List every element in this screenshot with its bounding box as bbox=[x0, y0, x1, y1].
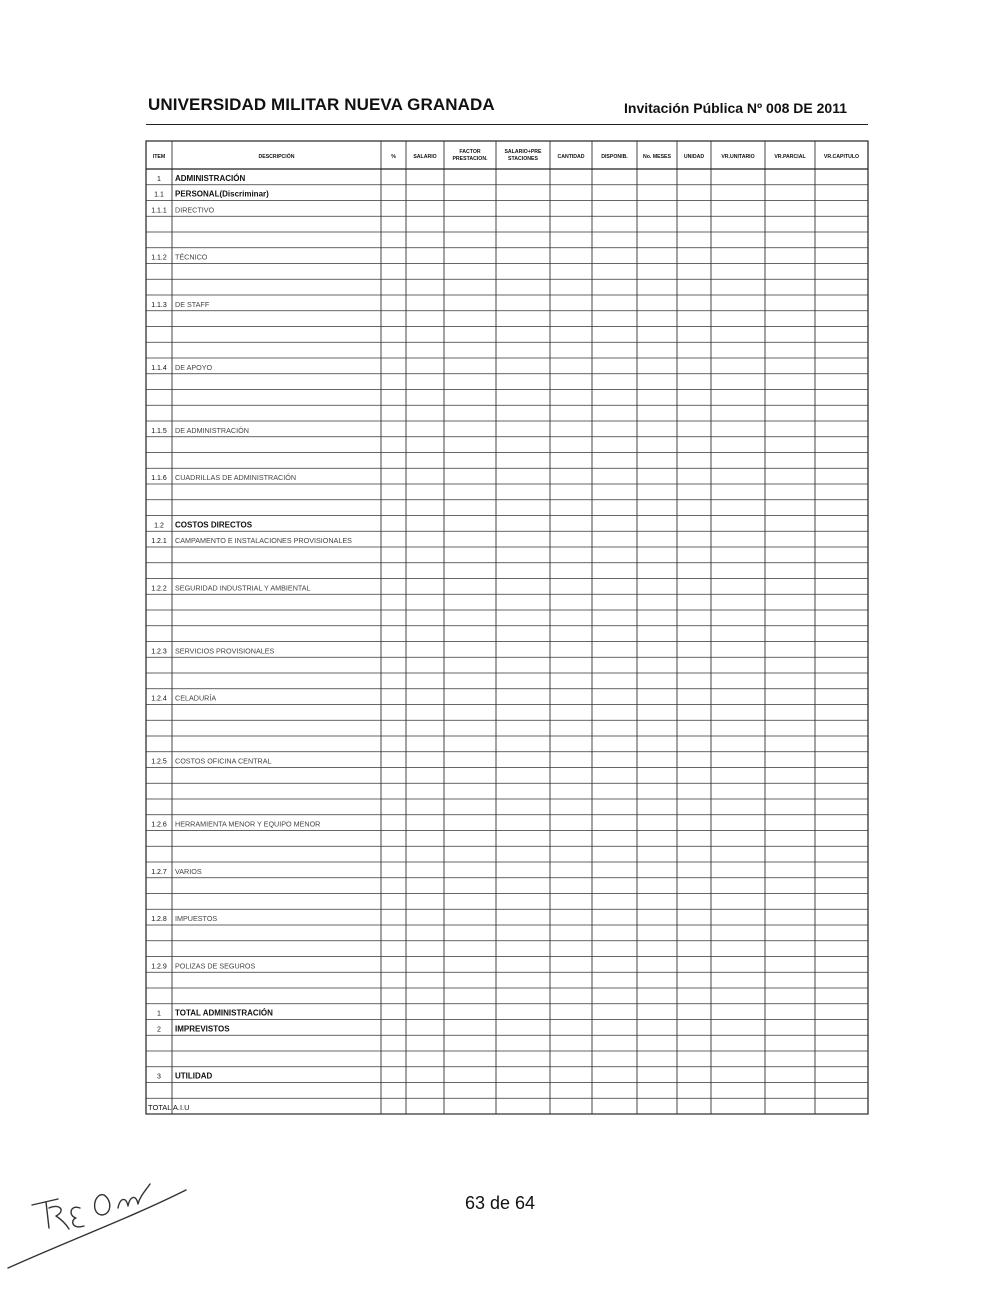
column-header: VR.CAPITULO bbox=[823, 154, 860, 160]
item-description: SERVICIOS PROVISIONALES bbox=[175, 646, 275, 656]
column-header: ITEM bbox=[152, 154, 166, 160]
item-number: 1.1 bbox=[154, 191, 164, 199]
item-description: IMPREVISTOS bbox=[175, 1024, 230, 1034]
item-description: IMPUESTOS bbox=[175, 914, 218, 923]
item-number: 1.2.6 bbox=[151, 821, 167, 829]
item-description: VARIOS bbox=[175, 866, 202, 876]
item-number: 1.2.3 bbox=[151, 648, 167, 656]
column-header: No. MESES bbox=[643, 154, 671, 160]
item-number: 1 bbox=[157, 175, 161, 183]
item-description: ADMINISTRACIÓN bbox=[175, 173, 246, 183]
item-description: UTILIDAD bbox=[175, 1071, 213, 1081]
invitation-number: Invitación Pública Nº 008 DE 2011 bbox=[624, 100, 847, 116]
item-description: POLIZAS DE SEGUROS bbox=[175, 961, 256, 971]
column-header: PRESTACION. bbox=[452, 156, 488, 162]
item-number: 1.1.5 bbox=[151, 427, 167, 435]
page-number: 63 de 64 bbox=[464, 1193, 536, 1213]
item-number: 1.2.8 bbox=[151, 916, 167, 923]
item-description: PERSONAL(Discriminar) bbox=[175, 189, 269, 199]
item-description: DE ADMINISTRACIÓN bbox=[175, 425, 249, 435]
item-number: 1.2.5 bbox=[151, 758, 167, 766]
item-number: 1.2.2 bbox=[151, 585, 167, 593]
column-header: SALARIO bbox=[413, 154, 437, 160]
institution-title: UNIVERSIDAD MILITAR NUEVA GRANADA bbox=[148, 95, 495, 114]
item-number: 1.1.1 bbox=[151, 207, 167, 215]
item-number: 1.1.6 bbox=[151, 475, 167, 482]
item-description: DE STAFF bbox=[175, 299, 210, 309]
item-description: COSTOS DIRECTOS bbox=[175, 520, 253, 530]
item-number: 1.2.1 bbox=[151, 538, 167, 545]
item-description: TÉCNICO bbox=[175, 252, 208, 262]
column-header: STACIONES bbox=[508, 156, 538, 162]
item-number: 1 bbox=[157, 1010, 161, 1018]
column-header: DESCRIPCIÓN bbox=[258, 154, 295, 160]
column-header: VR.UNITARIO bbox=[721, 154, 755, 160]
column-header: SALARIO+PRE bbox=[504, 149, 542, 155]
item-number: 1.2 bbox=[154, 522, 164, 530]
item-description: DE APOYO bbox=[175, 362, 213, 372]
item-description: TOTAL ADMINISTRACIÓN bbox=[175, 1008, 273, 1018]
item-description: SEGURIDAD INDUSTRIAL Y AMBIENTAL bbox=[175, 583, 311, 593]
total-aiu-label: TOTAL A.I.U bbox=[148, 1103, 190, 1112]
item-number: 1.2.9 bbox=[151, 963, 167, 971]
column-header: UNIDAD bbox=[683, 154, 705, 160]
item-number: 1.1.4 bbox=[151, 364, 167, 372]
item-description: CAMPAMENTO E INSTALACIONES PROVISIONALES bbox=[175, 536, 352, 545]
item-description: DIRECTIVO bbox=[175, 205, 215, 215]
item-number: 1.1.2 bbox=[151, 254, 167, 262]
item-description: CELADURÍA bbox=[175, 693, 217, 703]
column-header: DISPONIB. bbox=[601, 154, 628, 160]
item-number: 3 bbox=[157, 1073, 161, 1081]
column-header: FACTOR bbox=[459, 149, 481, 155]
column-header: % bbox=[391, 154, 396, 160]
item-number: 2 bbox=[157, 1026, 161, 1034]
item-description: HERRAMIENTA MENOR Y EQUIPO MENOR bbox=[175, 819, 321, 829]
item-description: CUADRILLAS DE ADMINISTRACIÓN bbox=[175, 473, 297, 482]
item-number: 1.1.3 bbox=[151, 301, 167, 309]
item-number: 1.2.7 bbox=[151, 868, 167, 876]
item-number: 1.2.4 bbox=[151, 695, 167, 703]
column-header: VR.PARCIAL bbox=[774, 154, 806, 160]
item-description: COSTOS OFICINA CENTRAL bbox=[175, 756, 272, 766]
column-header: CANTIDAD bbox=[557, 154, 585, 160]
